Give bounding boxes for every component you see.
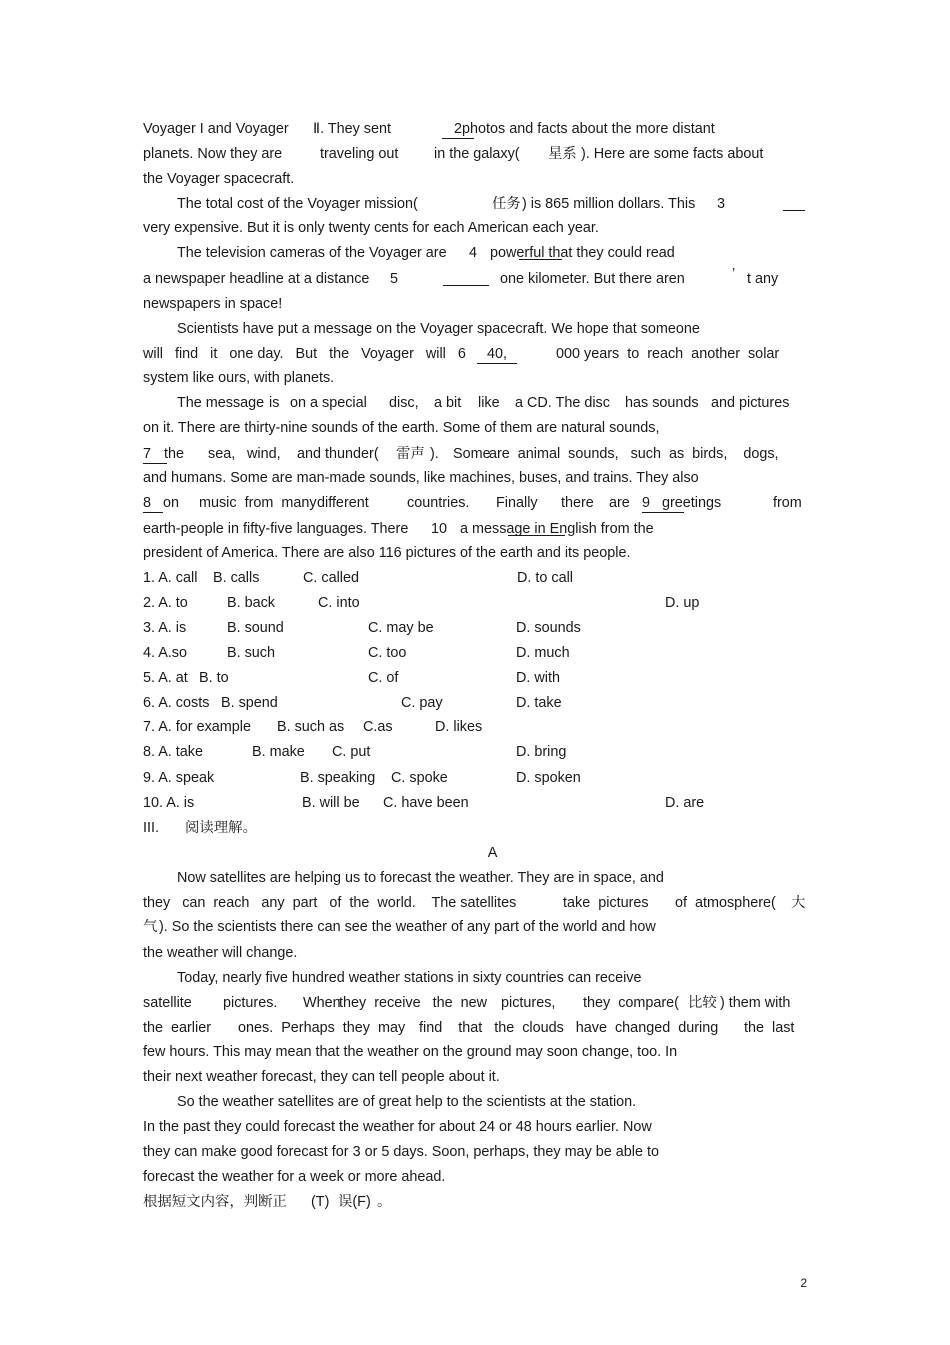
text-run: greetings <box>662 495 722 511</box>
text-run: the <box>164 446 185 462</box>
text-run: and thunder( <box>297 446 379 462</box>
text-run: 任务 <box>492 196 521 212</box>
option-d: D. take <box>516 695 562 711</box>
blank-number: 9 <box>642 494 684 513</box>
text-run: take pictures <box>563 895 649 911</box>
option-c: C. of <box>368 670 399 686</box>
option-c: C. too <box>368 645 407 661</box>
option-a: 6. A. costs <box>143 695 210 711</box>
option-d: D. with <box>516 670 560 686</box>
blank-number: 10 <box>431 521 448 537</box>
option-b: B. will be <box>302 795 360 811</box>
passage-line: Scientists have put a message on the Voyager spacecraft. We hope that someone <box>177 321 700 337</box>
text-run: 000 years to reach another solar <box>556 346 780 362</box>
text-run: and pictures <box>711 395 790 411</box>
option-c: C. put <box>332 744 371 760</box>
text-run: a CD. The disc <box>515 395 610 411</box>
blank-number: 3 <box>717 196 726 212</box>
text-run: 。 <box>377 1194 392 1210</box>
text-run: wind, <box>247 446 281 462</box>
text-run: they receive the new <box>339 995 487 1011</box>
option-c: C. spoke <box>391 770 448 786</box>
text-run: on <box>163 495 180 511</box>
option-d: D. sounds <box>516 620 581 636</box>
option-c: C. called <box>303 570 359 586</box>
text-run: a bit <box>434 395 462 411</box>
text-run: one kilometer. But there aren <box>500 271 685 287</box>
option-c: C. into <box>318 595 360 611</box>
option-b: B. sound <box>227 620 284 636</box>
text-run: sea, <box>208 446 236 462</box>
blank-number: 8 <box>143 494 163 513</box>
option-b: B. back <box>227 595 275 611</box>
text-run: pictures, <box>501 995 556 1011</box>
text-run: powerful that they could read <box>490 245 675 261</box>
text-run: music from many <box>199 495 317 511</box>
section-title: 阅读理解。 <box>185 820 257 836</box>
option-d: D. much <box>516 645 570 661</box>
text-run: The total cost of the Voyager mission( <box>177 196 418 212</box>
option-d: D. likes <box>435 719 483 735</box>
option-b: B. make <box>252 744 305 760</box>
text-run: has sounds <box>625 395 699 411</box>
text-run: disc, <box>389 395 419 411</box>
section-number: III. <box>143 820 159 836</box>
option-d: D. spoken <box>516 770 581 786</box>
text-run: ’ <box>732 266 736 282</box>
reading-line: few hours. This may mean that the weather on the ground may soon change, too. In <box>143 1044 678 1060</box>
passage-line: system like ours, with planets. <box>143 370 335 386</box>
option-a: 10. A. is <box>143 795 195 811</box>
blank-number: 4 <box>469 245 478 261</box>
text-run: Voyager I and Voyager <box>143 121 289 137</box>
text-run: a newspaper headline at a distance <box>143 271 370 287</box>
text-run: is <box>269 395 280 411</box>
blank-number: 7 <box>143 445 167 464</box>
text-run: of atmosphere( <box>675 895 776 911</box>
option-b: B. speaking <box>300 770 376 786</box>
passage-line: on it. There are thirty-nine sounds of the earth. Some of them are natural sounds, <box>143 420 660 436</box>
text-run: they compare( <box>583 995 679 1011</box>
text-run: there <box>561 495 594 511</box>
blank-line <box>783 195 805 211</box>
text-run: 气 <box>143 919 158 935</box>
text-run: pictures. <box>223 995 278 1011</box>
text-run: on a special <box>290 395 367 411</box>
part-title: A <box>487 845 498 861</box>
option-b: B. such as <box>277 719 345 735</box>
passage-line: the Voyager spacecraft. <box>143 171 295 187</box>
text-run: 根据短文内容，判断正 <box>143 1194 287 1210</box>
text-run: ones. Perhaps they may <box>238 1020 406 1036</box>
text-run: a message in English from the <box>460 521 654 537</box>
text-run: The television cameras of the Voyager are <box>177 245 447 261</box>
text-run: The message <box>177 395 265 411</box>
option-a: 1. A. call <box>143 570 198 586</box>
text-run: 星系 <box>548 146 577 162</box>
text-run: earth-people in fifty-five languages. There <box>143 521 409 537</box>
option-a: 4. A.so <box>143 645 188 661</box>
option-d: D. are <box>665 795 705 811</box>
reading-line: So the weather satellites are of great help to the scientists at the station. <box>177 1094 637 1110</box>
blank-line <box>519 244 562 260</box>
text-run: 雷声 <box>396 446 425 462</box>
blank-line <box>443 270 489 286</box>
text-run: 比较 <box>688 995 717 1011</box>
text-run: the earlier <box>143 1020 211 1036</box>
option-c: C. have been <box>383 795 469 811</box>
reading-line: they can make good forecast for 3 or 5 days. Soon, perhaps, they may be able to <box>143 1144 659 1160</box>
reading-line: the weather will change. <box>143 945 298 961</box>
option-a: 8. A. take <box>143 744 204 760</box>
text-run: satellite <box>143 995 192 1011</box>
option-a: 5. A. at <box>143 670 188 686</box>
text-run: ) is 865 million dollars. This <box>522 196 696 212</box>
text-run: will find it one day. But the Voyager will 6 <box>143 346 466 362</box>
option-b: B. to <box>199 670 229 686</box>
reading-line: their next weather forecast, they can tell people about it. <box>143 1069 500 1085</box>
passage-line: very expensive. But it is only twenty cents for each American each year. <box>143 220 599 236</box>
option-d: D. up <box>665 595 700 611</box>
reading-line: forecast the weather for a week or more ahead. <box>143 1169 446 1185</box>
option-d: D. bring <box>516 744 567 760</box>
text-run: from <box>773 495 802 511</box>
blank-number: 2 <box>442 120 474 139</box>
text-run: 误(F) <box>338 1194 371 1210</box>
text-run: ). So the scientists there can see the weather of any part of the world and how <box>159 919 656 935</box>
reading-line: Today, nearly five hundred weather stations in sixty countries can receive <box>177 970 642 986</box>
option-a: 3. A. is <box>143 620 187 636</box>
option-a: 2. A. to <box>143 595 188 611</box>
text-run: traveling out <box>320 146 399 162</box>
option-b: B. spend <box>221 695 278 711</box>
text-run: planets. Now they are <box>143 146 283 162</box>
text-run: in the galaxy( <box>434 146 520 162</box>
text-run: ) them with <box>720 995 791 1011</box>
text-run: ). Here are some facts about <box>581 146 764 162</box>
option-c: C. may be <box>368 620 434 636</box>
blank-line <box>508 520 565 536</box>
text-run: countries. <box>407 495 470 511</box>
text-run: Finally <box>496 495 538 511</box>
option-d: D. to call <box>517 570 573 586</box>
option-a: 9. A. speak <box>143 770 215 786</box>
option-a: 7. A. for example <box>143 719 251 735</box>
option-c: C.as <box>363 719 393 735</box>
text-run: are <box>609 495 630 511</box>
text-run: (T) <box>311 1194 330 1210</box>
text-run: they can reach any part of the world. The satellites <box>143 895 517 911</box>
text-run: When <box>303 995 341 1011</box>
text-run: like <box>478 395 500 411</box>
text-run: 大 <box>791 895 806 911</box>
text-run: ). <box>430 446 439 462</box>
text-run: the last <box>744 1020 795 1036</box>
blank-answer: 40, <box>477 345 517 364</box>
passage-line: and humans. Some are man-made sounds, like machines, buses, and trains. They also <box>143 470 699 486</box>
text-run: Ⅱ. They sent <box>313 121 392 137</box>
reading-line: Now satellites are helping us to forecast the weather. They are in space, and <box>177 870 664 886</box>
blank-number: 5 <box>390 271 399 287</box>
option-c: C. pay <box>401 695 443 711</box>
passage-line: president of America. There are also 116 pictures of the earth and its people. <box>143 545 631 561</box>
page-number: 2 <box>800 1276 807 1290</box>
text-run: Some <box>453 446 491 462</box>
reading-line: In the past they could forecast the weather for about 24 or 48 hours earlier. Now <box>143 1119 652 1135</box>
text-run: are animal sounds, such as birds, dogs, <box>489 446 779 462</box>
passage-line: newspapers in space! <box>143 296 283 312</box>
text-run: different <box>317 495 369 511</box>
text-run: photos and facts about the more distant <box>462 121 715 137</box>
text-run: find that the clouds have changed during <box>419 1020 719 1036</box>
option-b: B. such <box>227 645 275 661</box>
option-b: B. calls <box>213 570 260 586</box>
text-run: t any <box>747 271 779 287</box>
